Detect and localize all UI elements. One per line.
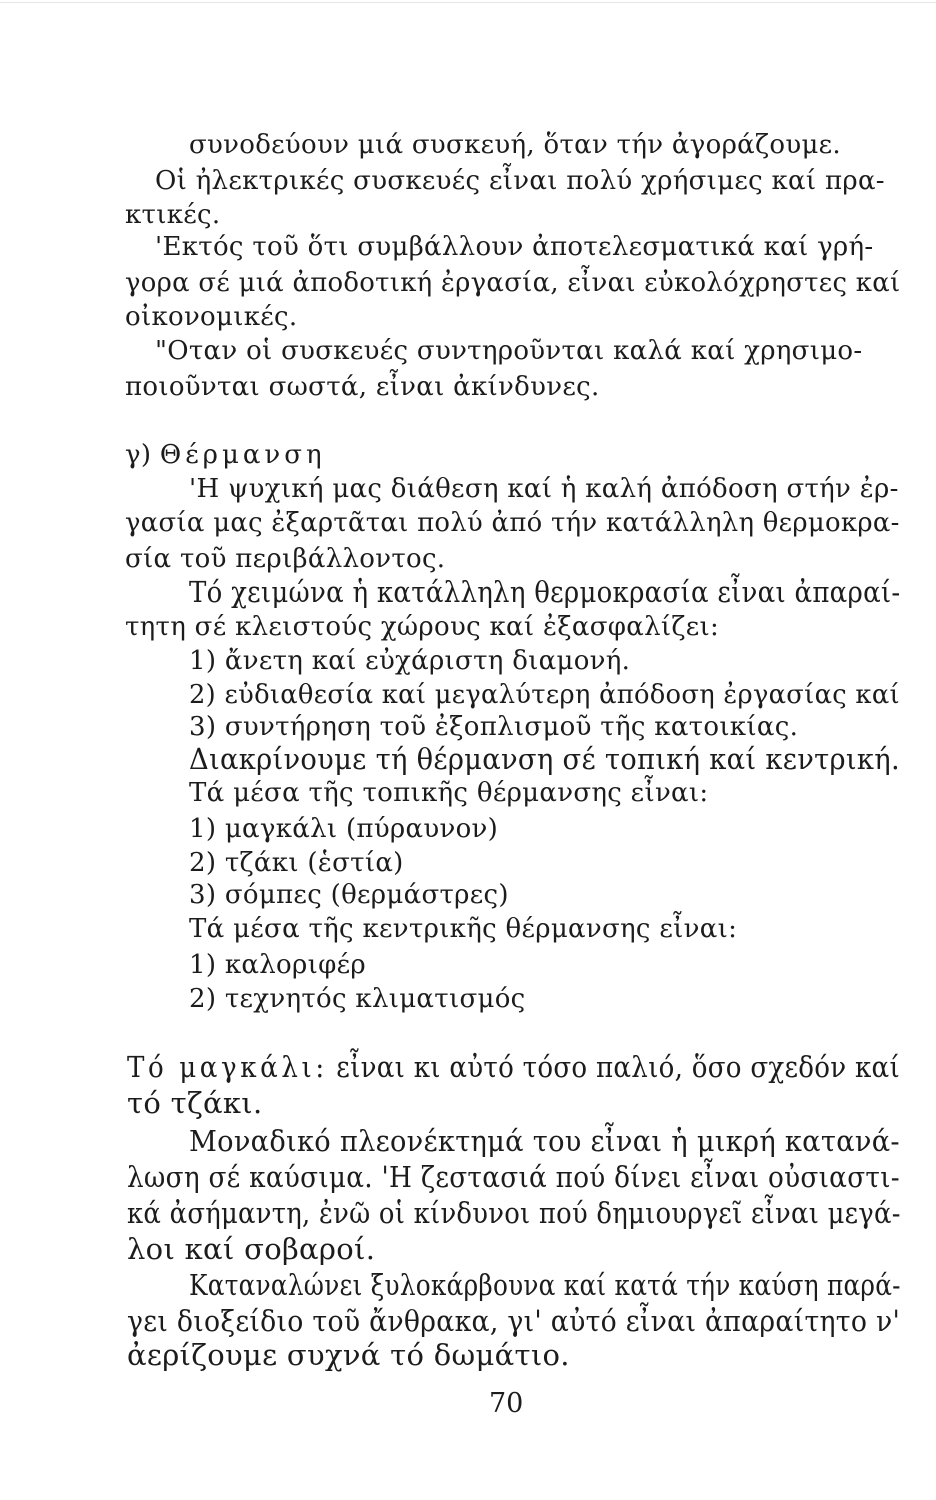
text-line: συνοδεύουν μιά συσκευή, ὅταν τήν ἀγοράζουμε. [189, 130, 841, 160]
text-line: "Οταν οἱ συσκευές συντηροῦνται καλά καί χρησιμο- [155, 336, 863, 366]
paragraph-heading-line [127, 1050, 900, 1084]
text-line: οἰκονομικές. [125, 302, 298, 332]
text-line: γει διοξείδιο τοῦ ἄνθρακα, γι' αὐτό εἶναι ἀπαραίτητο ν' [127, 1304, 901, 1338]
text-line: Καταναλώνει ξυλοκάρβουνα καί κατά τήν καύση παρά- [189, 1268, 901, 1302]
text-line: Διακρίνουμε τή θέρμανση σέ τοπική καί κεντρική. [189, 742, 900, 776]
section-heading [125, 440, 326, 470]
text-line: λοι καί σοβαροί. [127, 1232, 376, 1266]
text-line: λωση σέ καύσιμα. 'Η ζεστασιά πού δίνει εἶναι οὐσιαστι- [127, 1160, 900, 1194]
text-line: Τά μέσα τῆς τοπικῆς θέρμανσης εἶναι: [189, 778, 709, 808]
list-item: 3) σόμπες (θερμάστρες) [189, 880, 509, 910]
text-line: τό τζάκι. [127, 1086, 263, 1120]
list-item: 2) τζάκι (ἑστία) [189, 848, 404, 878]
list-item: 2) τεχνητός κλιματισμός [189, 984, 526, 1014]
section-heading-prefix: γ) [125, 440, 152, 470]
text-line: ποιοῦνται σωστά, εἶναι ἀκίνδυνες. [125, 372, 600, 402]
text-line: κά ἀσήμαντη, ἐνῶ οἱ κίνδυνοι πού δημιουργεῖ εἶναι μεγά- [127, 1196, 901, 1230]
text-line: 'Εκτός τοῦ ὅτι συμβάλλουν ἀποτελεσματικά καί γρή- [155, 232, 874, 262]
text-line: Οἱ ἠλεκτρικές συσκευές εἶναι πολύ χρήσιμες καί πρα- [155, 166, 885, 196]
list-item: 1) καλοριφέρ [189, 950, 366, 980]
page-number: 70 [489, 1388, 524, 1419]
text-line: 'Η ψυχική μας διάθεση καί ἡ καλή ἀπόδοση στήν ἐρ- [189, 474, 899, 504]
list-item: 1) ἄνετη καί εὐχάριστη διαμονή. [189, 646, 631, 676]
text-line: εἶναι κι αὐτό τόσο παλιό, ὅσο σχεδόν καί [336, 1050, 900, 1084]
text-line: κτικές. [125, 200, 221, 230]
text-line: ἀερίζουμε συχνά τό δωμάτιο. [127, 1338, 570, 1372]
list-item: 3) συντήρηση τοῦ ἐξοπλισμοῦ τῆς κατοικίας. [189, 712, 799, 742]
paragraph-heading: Τό μαγκάλι: [127, 1050, 328, 1084]
list-item: 1) μαγκάλι (πύραυνον) [189, 814, 499, 844]
text-line: γορα σέ μιά ἀποδοτική ἐργασία, εἶναι εὐκολόχρηστες καί [125, 268, 901, 298]
text-line: Τό χειμώνα ἡ κατάλληλη θερμοκρασία εἶναι ἀπαραί- [189, 575, 901, 609]
text-line: γασία μας ἐξαρτᾶται πολύ ἀπό τήν κατάλληλη θερμοκρα- [125, 508, 900, 538]
text-line: τητη σέ κλειστούς χώρους καί ἐξασφαλίζει: [125, 612, 720, 642]
section-heading-title: Θέρμανση [159, 440, 326, 470]
text-line: σία τοῦ περιβάλλοντος. [125, 544, 446, 574]
text-line: Μοναδικό πλεονέκτημά του εἶναι ἡ μικρή κατανά- [189, 1124, 900, 1158]
list-item: 2) εὐδιαθεσία καί μεγαλύτερη ἀπόδοση ἐργασίας καί [189, 680, 900, 710]
text-line: Τά μέσα τῆς κεντρικῆς θέρμανσης εἶναι: [189, 914, 738, 944]
page-edge [0, 2, 936, 3]
